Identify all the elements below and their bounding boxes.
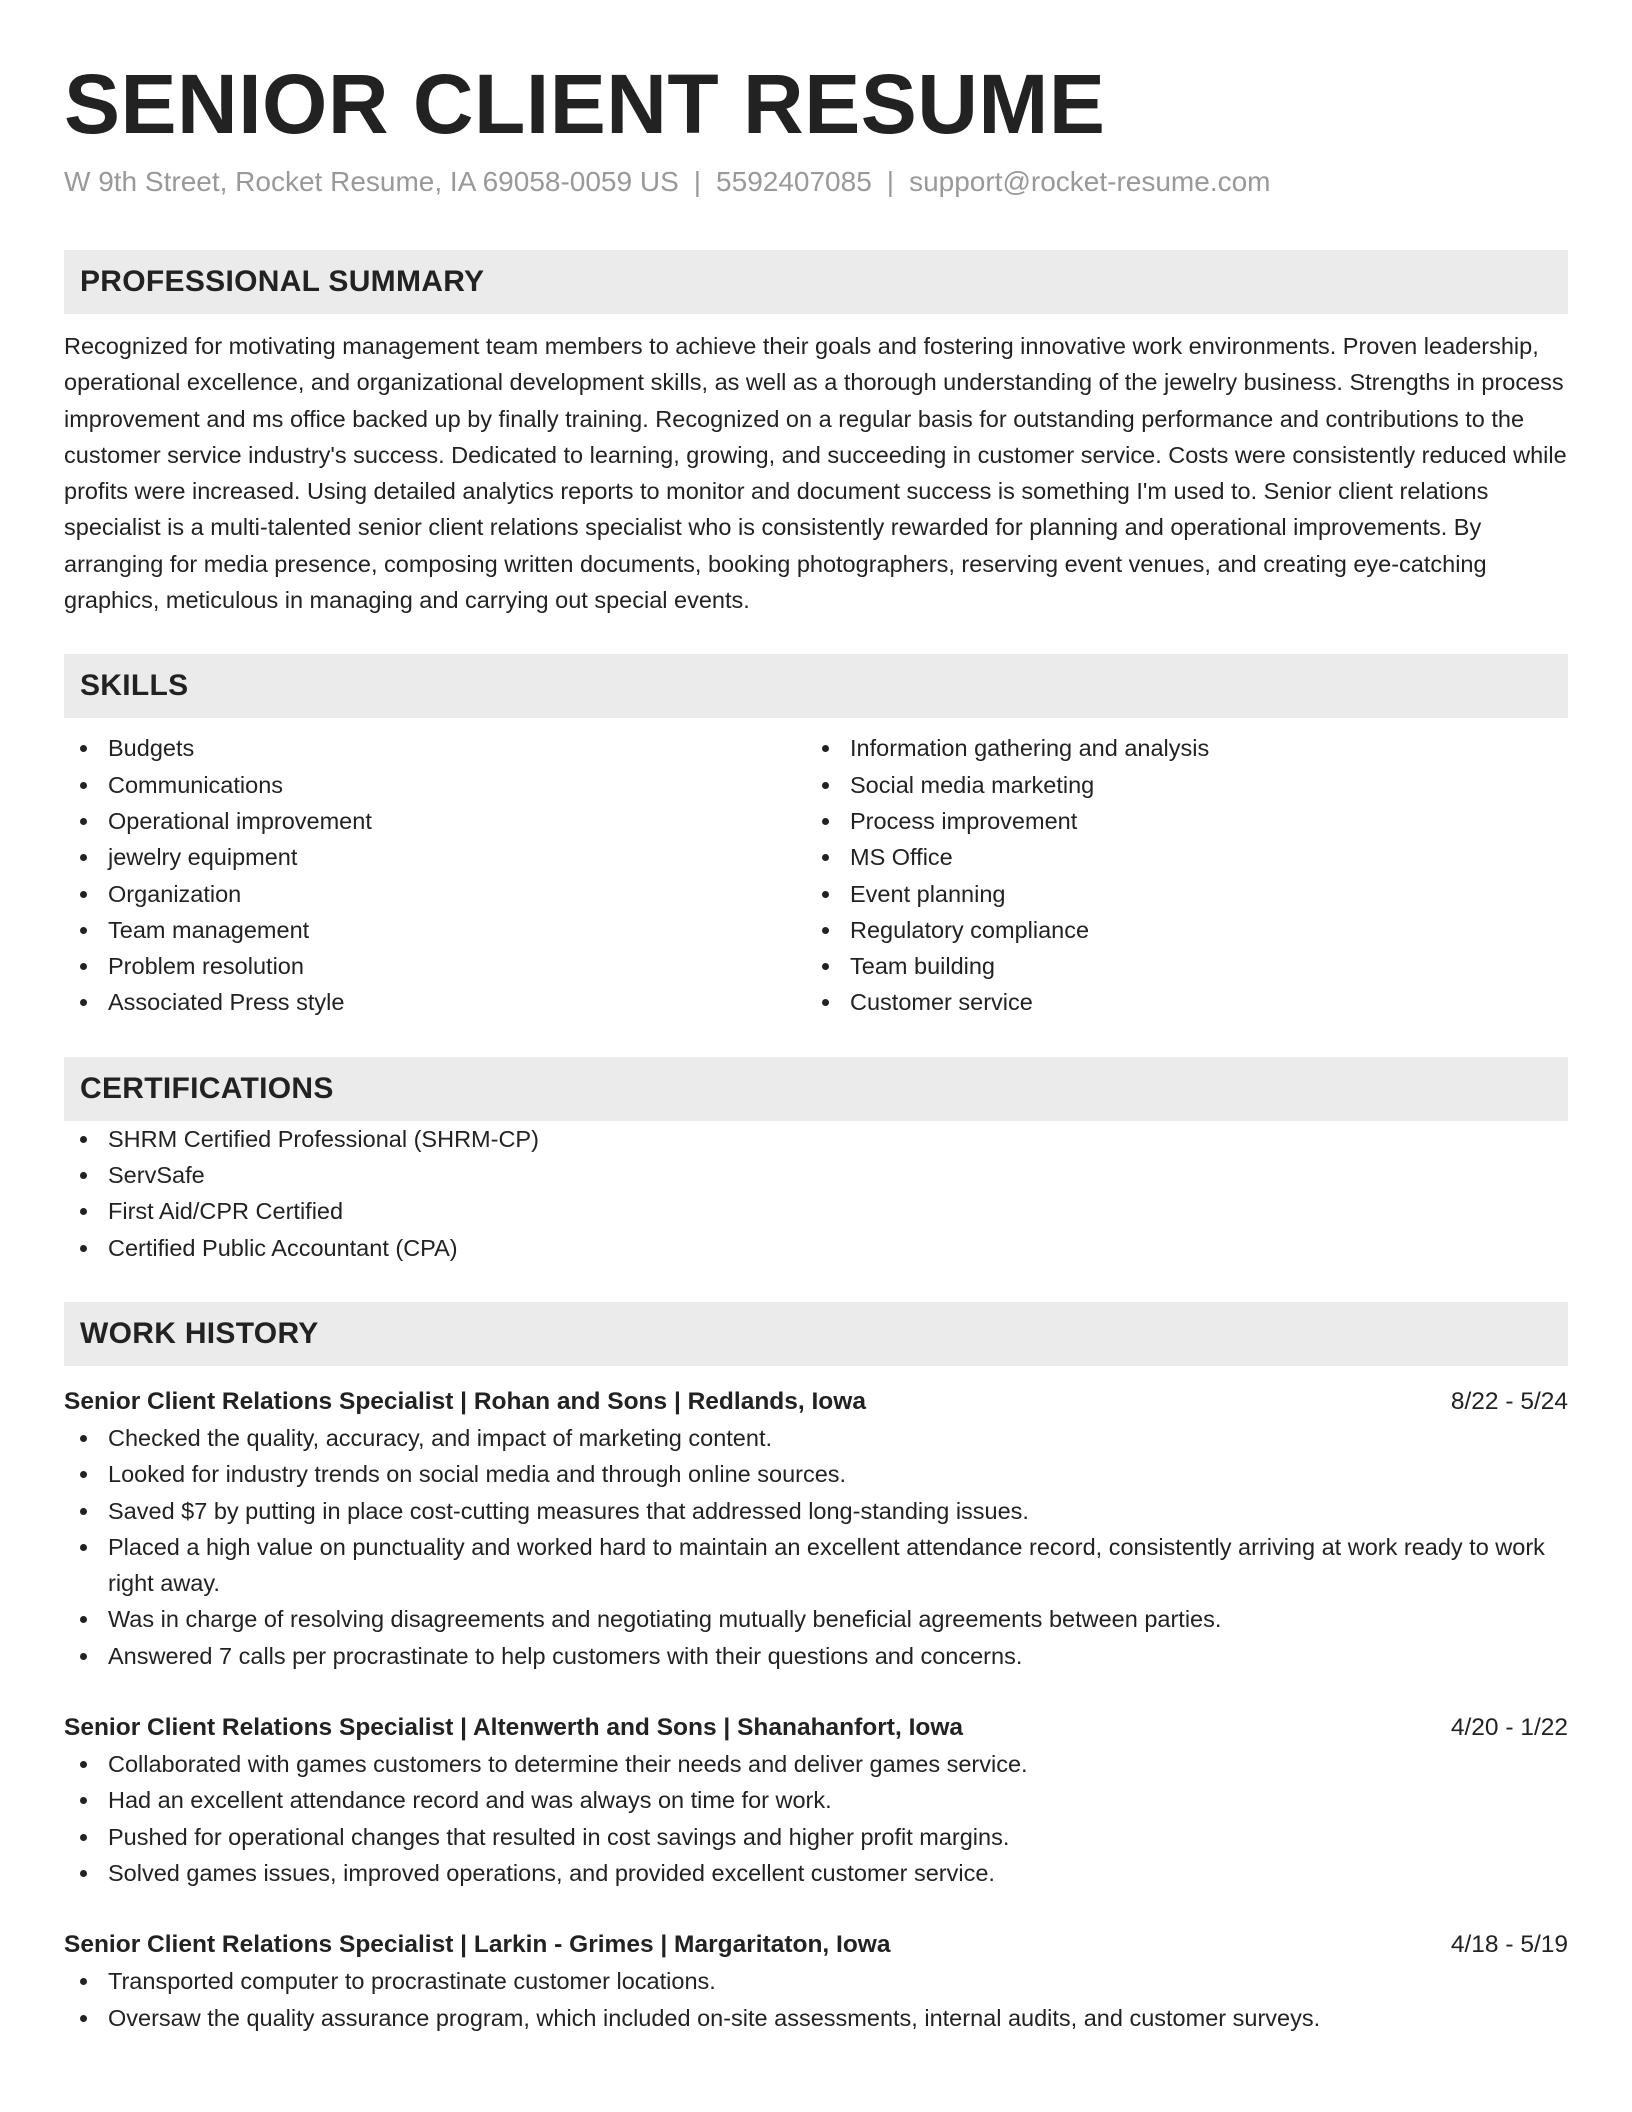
bullet-icon [822,999,829,1006]
skill-label: Social media marketing [850,771,1095,798]
skill-label: Event planning [850,880,1006,907]
skill-label: Team management [108,916,310,943]
skill-item [806,876,1548,912]
job-dates: 4/18 - 5/19 [1450,1931,1568,1959]
bullet-icon [80,1978,87,1985]
skill-label: Customer service [850,989,1033,1016]
job-bullet [64,1456,1568,1492]
skill-item [806,730,1548,766]
skills-column-right [806,730,1548,1020]
job-bullet-text: Oversaw the quality assurance program, which included on-site assessments, internal audits, and customer surveys. [108,2004,1321,2031]
certification-label: SHRM Certified Professional (SHRM-CP) [108,1125,539,1152]
section-heading-work-history: WORK HISTORY [64,1302,1568,1366]
contact-phone: 5592407085 [716,166,872,197]
skill-label: Process improvement [850,807,1078,834]
bullet-icon [80,2015,87,2022]
job-bullet-text: Collaborated with games customers to determine their needs and deliver games service. [108,1751,1028,1778]
bullet-icon [822,818,829,825]
bullet-icon [80,1508,87,1515]
job-bullet-text: Was in charge of resolving disagreements and negotiating mutually beneficial agreements between parties. [108,1606,1222,1633]
bullet-icon [80,1172,87,1179]
skill-label: Operational improvement [108,807,372,834]
contact-separator: | [693,166,702,197]
job-bullet [64,1420,1568,1456]
section-heading-summary: PROFESSIONAL SUMMARY [64,250,1568,314]
bullet-icon [822,854,829,861]
job-bullet-text: Saved $7 by putting in place cost-cutting measures that addressed long-standing issues. [108,1497,1029,1524]
job-bullet [64,1601,1568,1637]
job-title-row [64,1384,1568,1420]
contact-line [64,164,1568,200]
bullet-icon [80,963,87,970]
certification-item [64,1157,1568,1193]
contact-separator: | [886,166,895,197]
skill-item [64,839,806,875]
certification-label: First Aid/CPR Certified [108,1198,344,1225]
summary-text: Recognized for motivating management team members to achieve their goals and fostering innovative work environments. Proven leadership, operational excellence, and organizational development skills, as well as a thorough understanding of the jewelry business. Strengths in process improvement and ms office backed up by finally training. Recognized on a regular basis for outstanding performance and contributions to the customer service industry's success. Dedicated to learning, growing, and succeeding in customer service. Costs were consistently reduced while profits were increased. Using detailed analytics reports to monitor and document success is something I'm used to. Senior client relations specialist is a multi-talented senior client relations specialist who is consistently rewarded for planning and operational improvements. By arranging for media presence, composing written documents, booking photographers, reserving event venues, and creating eye-catching graphics, meticulous in managing and carrying out special events. [64,333,1567,614]
skill-item [64,912,806,948]
job-bullets [64,1963,1568,2036]
skill-label: Team building [850,953,996,980]
skill-label: Communications [108,771,284,798]
job-bullets [64,1746,1568,1891]
job-bullet [64,1963,1568,1999]
skill-label: Organization [108,880,242,907]
skill-label: MS Office [850,844,953,871]
skill-label: Information gathering and analysis [850,735,1210,762]
skill-item [806,803,1548,839]
skill-label: Regulatory compliance [850,916,1090,943]
bullet-icon [80,1761,87,1768]
skill-item [64,876,806,912]
skill-item [64,767,806,803]
bullet-icon [80,1544,87,1551]
skill-item [64,948,806,984]
skills-columns [64,730,1568,1020]
bullet-icon [80,1136,87,1143]
bullet-icon [80,854,87,861]
skill-label: jewelry equipment [108,844,298,871]
job-bullets [64,1420,1568,1674]
job-dates: 8/22 - 5/24 [1450,1387,1568,1415]
job-bullet-text: Answered 7 calls per procrastinate to help customers with their questions and concerns. [108,1642,1023,1669]
certification-item [64,1230,1568,1266]
job-title: Senior Client Relations Specialist | Larkin - Grimes | Margaritaton, Iowa [64,1931,891,1959]
job-title-row [64,1710,1568,1746]
bullet-icon [80,999,87,1006]
contact-address: W 9th Street, Rocket Resume, IA 69058-0059 US [64,166,679,197]
resume-name: SENIOR CLIENT RESUME [64,57,1106,151]
skills-list-right [806,730,1548,1020]
bullet-icon [80,818,87,825]
job-bullet-text: Transported computer to procrastinate customer locations. [108,1968,716,1995]
job-bullet-text: Pushed for operational changes that resulted in cost savings and higher profit margins. [108,1823,1010,1850]
section-heading-certifications: CERTIFICATIONS [64,1057,1568,1121]
bullet-icon [80,1435,87,1442]
job-title: Senior Client Relations Specialist | Rohan and Sons | Redlands, Iowa [64,1387,866,1415]
skill-item [64,984,806,1020]
section-heading-skills: SKILLS [64,654,1568,718]
skills-column-left [64,730,806,1020]
resume-page [64,0,1568,2036]
skill-item [64,730,806,766]
skill-label: Problem resolution [108,953,304,980]
certification-item [64,1121,1568,1157]
job-bullet [64,1746,1568,1782]
job-bullet [64,1493,1568,1529]
job-bullet [64,1638,1568,1674]
bullet-icon [80,1245,87,1252]
skill-item [806,948,1548,984]
job-bullet [64,1819,1568,1855]
skill-item [806,984,1548,1020]
job-entry [64,1927,1568,2036]
skill-item [806,912,1548,948]
bullet-icon [80,1834,87,1841]
job-dates: 4/20 - 1/22 [1450,1714,1568,1742]
bullet-icon [80,1616,87,1623]
skill-item [64,803,806,839]
bullet-icon [822,891,829,898]
bullet-icon [80,891,87,898]
bullet-icon [80,1208,87,1215]
bullet-icon [80,782,87,789]
certifications-list [64,1121,1568,1266]
skill-item [806,839,1548,875]
skill-label: Associated Press style [108,989,345,1016]
skill-label: Budgets [108,735,195,762]
certification-item [64,1193,1568,1229]
job-bullet-text: Placed a high value on punctuality and worked hard to maintain an excellent attendance record, consistently arriving at work ready to work right away. [108,1533,1545,1597]
job-bullet-text: Had an excellent attendance record and was always on time for work. [108,1787,832,1814]
skill-item [806,767,1548,803]
bullet-icon [80,1471,87,1478]
bullet-icon [80,1653,87,1660]
skills-list-left [64,730,806,1020]
bullet-icon [822,782,829,789]
job-entry [64,1710,1568,1891]
bullet-icon [80,1797,87,1804]
job-bullet [64,2000,1568,2036]
job-bullet [64,1782,1568,1818]
job-entry [64,1384,1568,1674]
job-bullet-text: Checked the quality, accuracy, and impact of marketing content. [108,1424,773,1451]
job-title-row [64,1927,1568,1963]
bullet-icon [822,927,829,934]
bullet-icon [80,1870,87,1877]
job-bullet-text: Looked for industry trends on social media and through online sources. [108,1461,847,1488]
bullet-icon [822,963,829,970]
job-bullet [64,1529,1568,1602]
bullet-icon [80,745,87,752]
certification-label: Certified Public Accountant (CPA) [108,1234,458,1261]
contact-email: support@rocket-resume.com [909,166,1271,197]
job-bullet-text: Solved games issues, improved operations, and provided excellent customer service. [108,1859,995,1886]
job-bullet [64,1855,1568,1891]
certification-label: ServSafe [108,1162,205,1189]
bullet-icon [80,927,87,934]
job-title: Senior Client Relations Specialist | Altenwerth and Sons | Shanahanfort, Iowa [64,1714,964,1742]
bullet-icon [822,745,829,752]
